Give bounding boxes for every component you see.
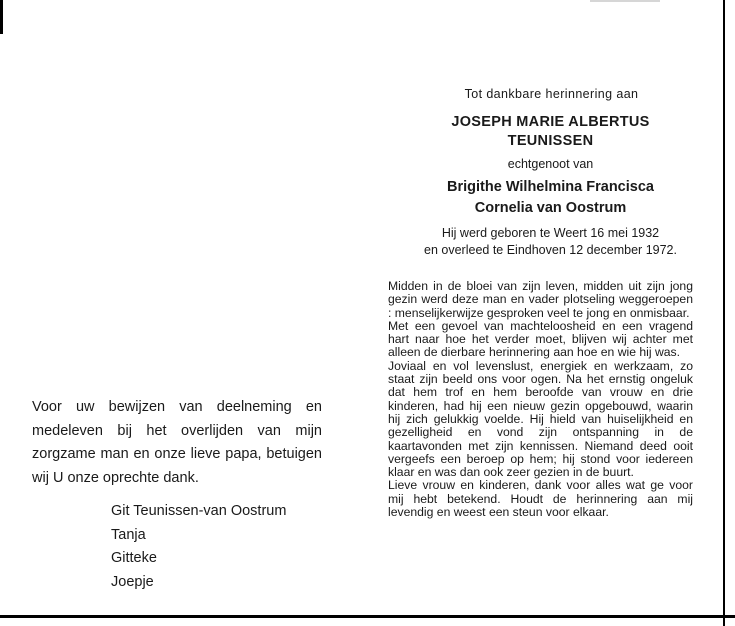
scan-smudge	[590, 0, 660, 2]
birth-line: Hij werd geboren te Weert 16 mei 1932	[441, 226, 660, 240]
signature-name: Git Teunissen-van Oostrum	[111, 503, 287, 519]
memorial-paragraph: Midden in de bloei van zijn leven, midden uit zijn jong gezin werd deze man en vader plotseling weggeroepen : menselijkerwijze gesproken veel te jong en onmisbaar.	[388, 279, 693, 320]
deceased-name	[408, 113, 693, 151]
memorial-header	[388, 87, 693, 259]
life-dates	[408, 225, 693, 259]
memorial-paragraph: Met een gevoel van machteloosheid en een vragend hart naar hoe het verder moet, blijven wij achter met alleen de dierbare herinnering aan hoe en wie hij was.	[388, 318, 693, 360]
deceased-name-line-2: TEUNISSEN	[507, 133, 594, 149]
deceased-name-line-1: JOSEPH MARIE ALBERTUS	[451, 114, 650, 130]
memorial-text	[388, 280, 693, 519]
scan-border-right	[723, 0, 725, 626]
signatures	[111, 500, 286, 594]
spouse-name	[408, 177, 693, 219]
death-line: en overleed te Eindhoven 12 december 1972.	[424, 243, 677, 257]
signature-name: Joepje	[111, 573, 154, 590]
scan-border-bottom	[0, 615, 735, 618]
signature-name: Tanja	[111, 526, 146, 543]
thank-you-text: Voor uw bewijzen van deelneming en medeleven bij het overlijden van mijn zorgzame man en onze lieve papa, betuigen wij U onze oprechte dank.	[32, 399, 322, 486]
spouse-name-line-1: Brigithe Wilhelmina Francisca	[447, 179, 654, 195]
memorial-paragraph: Lieve vrouw en kinderen, dank voor alles wat ge voor mij hebt betekend. Houdt de herinnering aan mij levendig en weest een steun voor elkaar.	[388, 478, 693, 520]
memorial-paragraph: Joviaal en vol levenslust, energiek en werkzaam, zo staat zijn beeld ons voor ogen. Na het ernstig ongeluk dat hem trof en hem beroofde van vrouw en drie kinderen, had hij een nieuw gezin opgebouwd, waarin hij zich gelukkig voelde. Hij hield van huiselijkheid en gezelligheid en vond zijn ontspanning in de kaartavonden met zijn kennissen. Niemand deed ooit vergeefs een beroep op hem; hij stond voor iedereen klaar en was dan ook zeer gezien in de buurt.	[388, 358, 693, 480]
intro-line: Tot dankbare herinnering aan	[464, 87, 639, 101]
spouse-name-line-2: Cornelia van Oostrum	[474, 200, 627, 216]
scan-edge-mark	[0, 0, 3, 34]
signature-name: Gitteke	[111, 550, 157, 566]
relation-line: echtgenoot van	[507, 157, 594, 171]
